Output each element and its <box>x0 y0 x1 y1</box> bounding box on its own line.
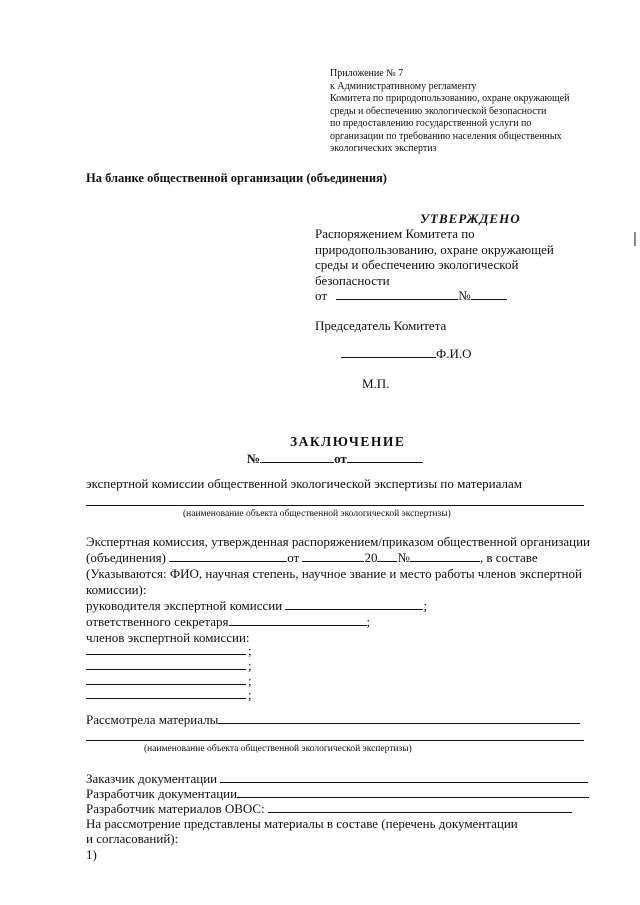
year-field[interactable] <box>377 550 397 562</box>
head-label: руководителя экспертной комиссии <box>86 598 283 613</box>
stamp-label: М.П. <box>362 376 390 391</box>
secretary-line <box>86 614 370 630</box>
conclusion-number-field[interactable] <box>260 451 334 463</box>
reviewed-line <box>86 712 580 728</box>
semicolon: ; <box>423 598 428 613</box>
year-label: 20 <box>364 550 378 565</box>
signature-field[interactable] <box>341 346 436 358</box>
developer-line <box>86 786 589 802</box>
date-field[interactable] <box>336 288 458 300</box>
developer-field[interactable] <box>237 786 589 798</box>
appendix-line: экологических экспертиз <box>330 143 437 154</box>
approved-line: среды и обеспечению экологической <box>315 257 519 272</box>
org-date-field[interactable] <box>169 550 287 562</box>
developer-label: Разработчик документации <box>86 786 238 801</box>
order-number-field[interactable] <box>410 550 480 562</box>
appendix-line: Приложение № 7 <box>330 68 404 79</box>
ovos-label: Разработчик материалов ОВОС: <box>86 801 265 816</box>
object-caption: (наименование объекта общественной экологической экспертизы) <box>183 509 451 519</box>
ovos-field[interactable] <box>268 801 572 813</box>
member-field[interactable] <box>86 669 246 670</box>
customer-line <box>86 771 588 787</box>
conclusion-number-line <box>247 451 423 467</box>
appendix-line: Комитета по природопользованию, охране окружающей <box>330 93 570 104</box>
commission-instruction-end: комиссии): <box>86 582 147 597</box>
number-field[interactable] <box>471 288 507 300</box>
object-field[interactable] <box>86 505 584 506</box>
number-label: № <box>458 288 471 303</box>
approved-line: природопользованию, охране окружающей <box>315 241 554 257</box>
approved-heading: УТВЕРЖДЕНО <box>420 211 521 226</box>
scan-mark <box>634 232 636 246</box>
member-field[interactable] <box>86 698 246 699</box>
approved-line: Распоряжением Комитета по <box>315 226 475 241</box>
appendix-line: среды и обеспечению экологической безопасности <box>330 105 547 117</box>
appendix-note <box>330 68 570 156</box>
list-item-marker: 1) <box>86 847 97 862</box>
letterhead-note: На бланке общественной организации (объединения) <box>86 171 387 185</box>
semicolon: ; <box>248 673 252 688</box>
submitted-line: На рассмотрение представлены материалы в составе (перечень документации <box>86 816 518 831</box>
customer-field[interactable] <box>220 771 588 783</box>
approved-block <box>315 226 554 304</box>
order-date-field[interactable] <box>302 550 364 562</box>
semicolon: ; <box>366 614 371 629</box>
appendix-line: к Административному регламенту <box>330 80 477 92</box>
secretary-field[interactable] <box>229 614 367 626</box>
signature-line <box>341 346 472 362</box>
number-label: № <box>397 550 410 565</box>
commission-line: Экспертная комиссия, утвержденная распоряжением/приказом общественной организации <box>86 534 590 549</box>
member-field[interactable] <box>86 654 246 655</box>
ovos-line <box>86 801 572 817</box>
commission-order-line <box>86 550 538 566</box>
appendix-line: организации по требованию населения общественных <box>330 130 562 142</box>
member-field[interactable] <box>86 684 246 685</box>
head-field[interactable] <box>285 598 423 610</box>
object-caption-2: (наименование объекта общественной экологической экспертизы) <box>144 744 412 754</box>
secretary-label: ответственного секретаря <box>86 614 229 629</box>
object-field-2[interactable] <box>86 740 584 741</box>
conclusion-title: ЗАКЛЮЧЕНИЕ <box>290 434 406 449</box>
from-label: от <box>287 550 300 565</box>
submitted-line: и согласований): <box>86 831 179 846</box>
head-line <box>86 598 427 614</box>
appendix-line: по предоставлению государственной услуги по <box>330 118 532 129</box>
approved-date-line <box>315 288 554 304</box>
from-label: от <box>315 288 328 303</box>
members-label: членов экспертной комиссии: <box>86 630 250 645</box>
semicolon: ; <box>248 687 252 702</box>
reviewed-label: Рассмотрела материалы <box>86 712 219 727</box>
composition-label: , в составе <box>479 550 538 565</box>
conclusion-date-field[interactable] <box>347 451 423 463</box>
org-label: (объединения) <box>86 550 166 565</box>
from-label: от <box>334 451 347 466</box>
semicolon: ; <box>248 643 252 658</box>
commission-instruction: (Указываются: ФИО, научная степень, научное звание и место работы членов экспертной <box>86 566 582 581</box>
conclusion-subtitle: экспертной комиссии общественной экологической экспертизы по материалам <box>86 476 522 491</box>
fio-label: Ф.И.О <box>436 346 472 361</box>
approved-line: безопасности <box>315 272 390 288</box>
reviewed-field[interactable] <box>218 712 580 724</box>
number-label: № <box>247 451 261 466</box>
semicolon: ; <box>248 658 252 673</box>
chairman-label: Председатель Комитета <box>315 318 447 333</box>
customer-label: Заказчик документации <box>86 771 218 786</box>
